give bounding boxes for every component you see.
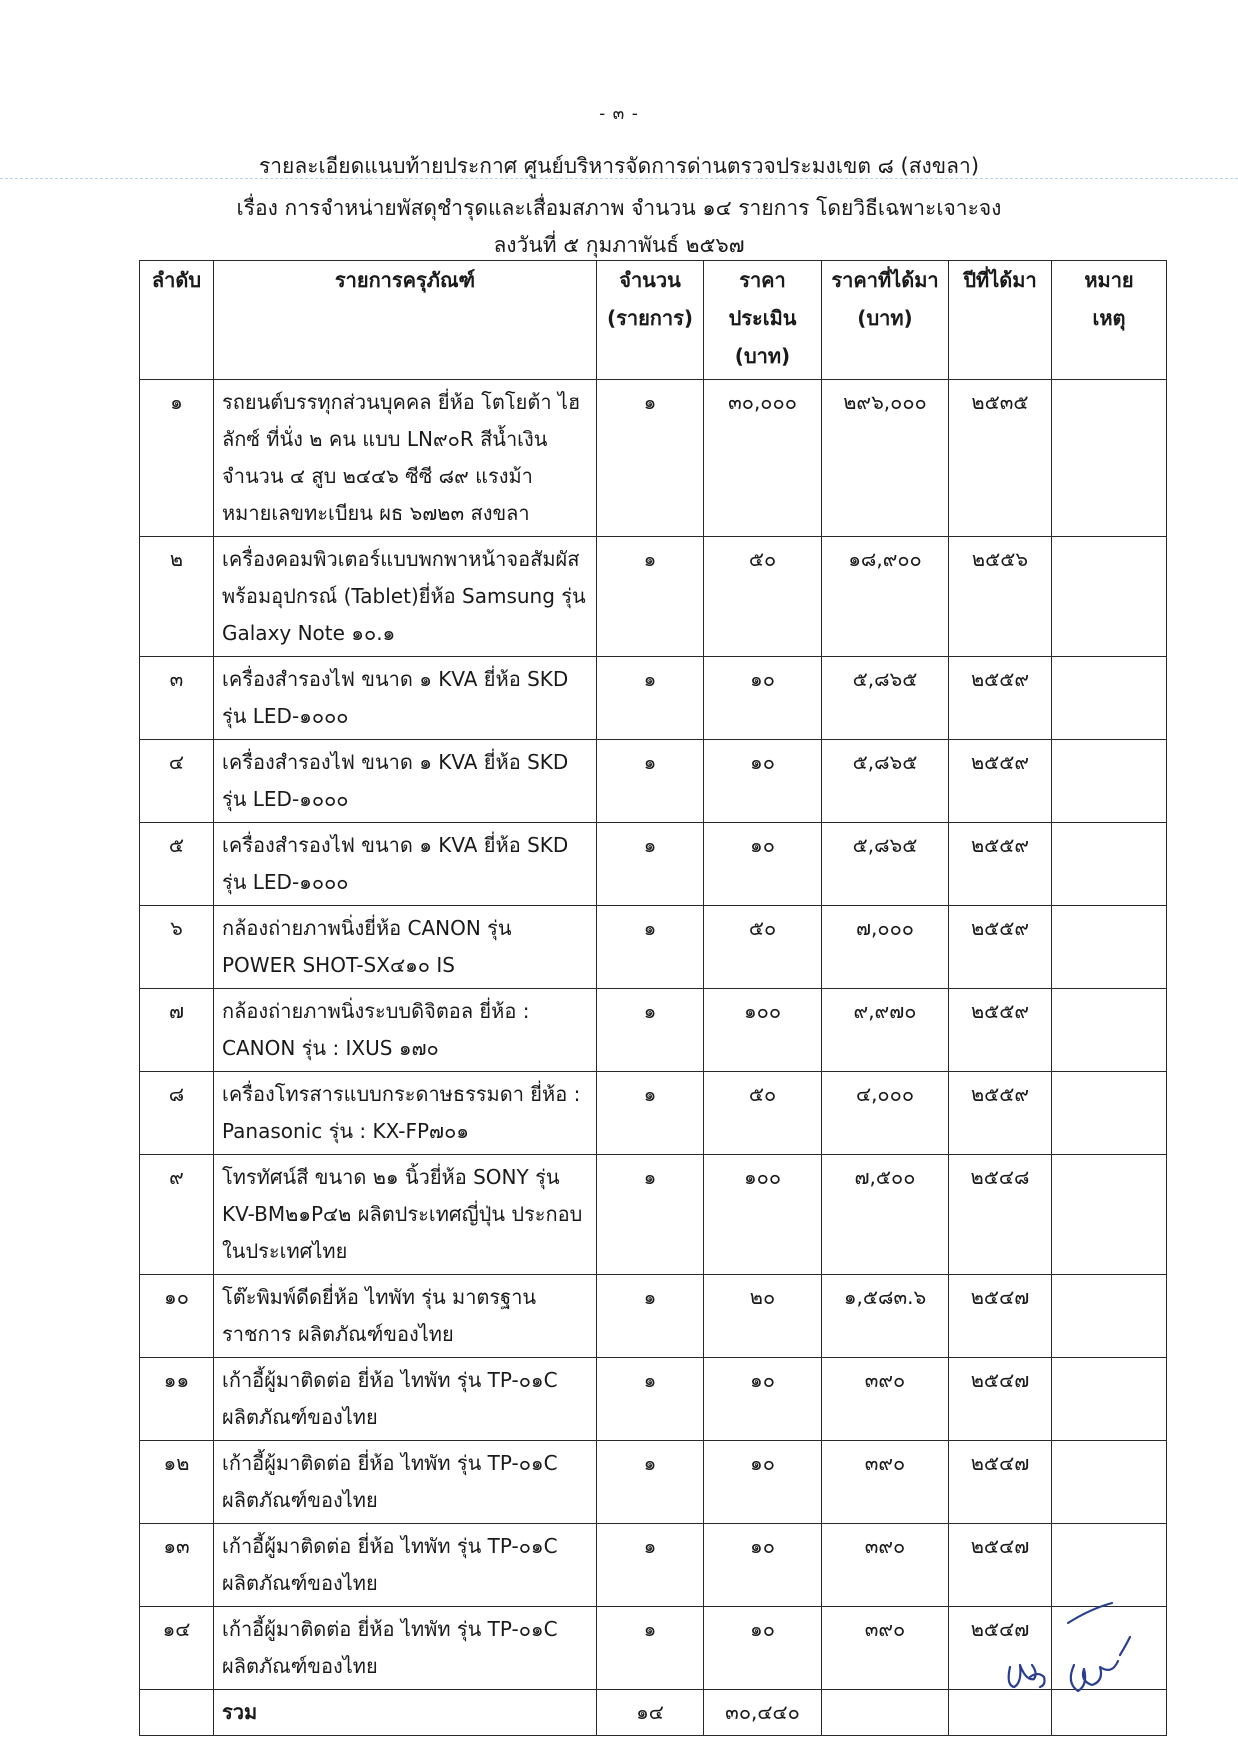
row-acquired-price: ๓๙๐	[822, 1358, 949, 1441]
row-no: ๙	[140, 1155, 214, 1275]
row-appraised-price: ๕๐	[704, 1072, 822, 1155]
header-acquired-price: ราคาที่ได้มา (บาท)	[822, 261, 949, 380]
row-acquired-price: ๙,๙๗๐	[822, 989, 949, 1072]
row-note	[1052, 1072, 1167, 1155]
row-acquired-year: ๒๕๔๗	[949, 1524, 1052, 1607]
row-appraised-price: ๑๐	[704, 823, 822, 906]
row-qty: ๑	[597, 1524, 704, 1607]
row-acquired-price: ๗,๐๐๐	[822, 906, 949, 989]
row-item-description: โทรทัศน์สี ขนาด ๒๑ นิ้วยี่ห้อ SONY รุ่น KV-BM๒๑P๔๒ ผลิตประเทศญี่ปุ่น ประกอบในประเทศไทย	[214, 1155, 597, 1275]
row-qty: ๑	[597, 1275, 704, 1358]
row-no: ๓	[140, 657, 214, 740]
row-appraised-price: ๓๐,๐๐๐	[704, 380, 822, 537]
row-acquired-year: ๒๕๔๗	[949, 1358, 1052, 1441]
row-acquired-price: ๔,๐๐๐	[822, 1072, 949, 1155]
row-appraised-price: ๒๐	[704, 1275, 822, 1358]
table-row	[140, 906, 1167, 989]
row-note	[1052, 989, 1167, 1072]
row-item-description: เครื่องสำรองไฟ ขนาด ๑ KVA ยี่ห้อ SKD รุ่น LED-๑๐๐๐	[214, 657, 597, 740]
total-empty-acq	[822, 1690, 949, 1736]
row-item-description: เก้าอี้ผู้มาติดต่อ ยี่ห้อ ไทพัท รุ่น TP-๐๑C ผลิตภัณฑ์ของไทย	[214, 1441, 597, 1524]
row-qty: ๑	[597, 989, 704, 1072]
row-no: ๑๒	[140, 1441, 214, 1524]
announcement-heading-line1: รายละเอียดแนบท้ายประกาศ ศูนย์บริหารจัดการด่านตรวจประมงเขต ๘ (สงขลา)	[258, 154, 980, 178]
row-acquired-year: ๒๕๕๙	[949, 1072, 1052, 1155]
row-item-description: กล้องถ่ายภาพนิ่งระบบดิจิตอล ยี่ห้อ : CANON รุ่น : IXUS ๑๗๐	[214, 989, 597, 1072]
table-row	[140, 657, 1167, 740]
row-item-description: เก้าอี้ผู้มาติดต่อ ยี่ห้อ ไทพัท รุ่น TP-๐๑C ผลิตภัณฑ์ของไทย	[214, 1607, 597, 1690]
announcement-date-line: ลงวันที่ ๕ กุมภาพันธ์ ๒๕๖๗	[493, 233, 745, 257]
header-item: รายการครุภัณฑ์	[214, 261, 597, 380]
row-note	[1052, 1358, 1167, 1441]
row-no: ๑๑	[140, 1358, 214, 1441]
row-appraised-price: ๑๐	[704, 1358, 822, 1441]
row-appraised-price: ๕๐	[704, 906, 822, 989]
row-acquired-price: ๑,๕๘๓.๖	[822, 1275, 949, 1358]
row-acquired-year: ๒๕๕๙	[949, 740, 1052, 823]
header-acquired-year: ปีที่ได้มา	[949, 261, 1052, 380]
table-row	[140, 537, 1167, 657]
total-empty-no	[140, 1690, 214, 1736]
row-note	[1052, 1275, 1167, 1358]
row-acquired-year: ๒๕๕๙	[949, 657, 1052, 740]
row-acquired-price: ๓๙๐	[822, 1441, 949, 1524]
row-note	[1052, 1155, 1167, 1275]
row-qty: ๑	[597, 657, 704, 740]
row-acquired-year: ๒๕๔๘	[949, 1155, 1052, 1275]
header-no: ลำดับ	[140, 261, 214, 380]
row-qty: ๑	[597, 1441, 704, 1524]
row-acquired-price: ๒๙๖,๐๐๐	[822, 380, 949, 537]
row-note	[1052, 906, 1167, 989]
table-body	[140, 380, 1167, 1690]
row-note	[1052, 823, 1167, 906]
row-acquired-price: ๑๘,๙๐๐	[822, 537, 949, 657]
row-no: ๑	[140, 380, 214, 537]
row-acquired-price: ๓๙๐	[822, 1607, 949, 1690]
row-item-description: เครื่องโทรสารแบบกระดาษธรรมดา ยี่ห้อ : Panasonic รุ่น : KX-FP๗๐๑	[214, 1072, 597, 1155]
header-appraised-price: ราคา ประเมิน (บาท)	[704, 261, 822, 380]
row-no: ๖	[140, 906, 214, 989]
row-no: ๕	[140, 823, 214, 906]
table-row	[140, 1275, 1167, 1358]
total-qty: ๑๔	[597, 1690, 704, 1736]
row-acquired-year: ๒๕๓๕	[949, 380, 1052, 537]
row-qty: ๑	[597, 906, 704, 989]
row-qty: ๑	[597, 1155, 704, 1275]
page-number: - ๓ -	[599, 104, 639, 124]
table-row	[140, 380, 1167, 537]
row-qty: ๑	[597, 1358, 704, 1441]
row-item-description: เครื่องคอมพิวเตอร์แบบพกพาหน้าจอสัมผัสพร้อมอุปกรณ์ (Tablet)ยี่ห้อ Samsung รุ่น Galaxy Note ๑๐.๑	[214, 537, 597, 657]
table-row	[140, 1155, 1167, 1275]
row-qty: ๑	[597, 740, 704, 823]
row-acquired-price: ๕,๘๖๕	[822, 657, 949, 740]
row-no: ๔	[140, 740, 214, 823]
row-appraised-price: ๑๐	[704, 1441, 822, 1524]
row-acquired-year: ๒๕๔๗	[949, 1607, 1052, 1690]
row-item-description: เครื่องสำรองไฟ ขนาด ๑ KVA ยี่ห้อ SKD รุ่น LED-๑๐๐๐	[214, 823, 597, 906]
row-note	[1052, 380, 1167, 537]
row-no: ๑๓	[140, 1524, 214, 1607]
row-item-description: เก้าอี้ผู้มาติดต่อ ยี่ห้อ ไทพัท รุ่น TP-๐๑C ผลิตภัณฑ์ของไทย	[214, 1524, 597, 1607]
row-qty: ๑	[597, 537, 704, 657]
table-row	[140, 740, 1167, 823]
row-no: ๗	[140, 989, 214, 1072]
row-item-description: เก้าอี้ผู้มาติดต่อ ยี่ห้อ ไทพัท รุ่น TP-๐๑C ผลิตภัณฑ์ของไทย	[214, 1358, 597, 1441]
row-item-description: รถยนต์บรรทุกส่วนบุคคล ยี่ห้อ โตโยต้า ไฮลักซ์ ที่นั่ง ๒ คน แบบ LN๙๐R สีน้ำเงิน จำนวน ๔ สูบ ๒๔๔๖ ซีซี ๘๙ แรงม้า หมายเลขทะเบียน ผธ ๖๗๒๓ สงขลา	[214, 380, 597, 537]
row-appraised-price: ๑๐๐	[704, 989, 822, 1072]
row-item-description: เครื่องสำรองไฟ ขนาด ๑ KVA ยี่ห้อ SKD รุ่น LED-๑๐๐๐	[214, 740, 597, 823]
row-no: ๑๐	[140, 1275, 214, 1358]
row-acquired-year: ๒๕๕๙	[949, 989, 1052, 1072]
table-row	[140, 1072, 1167, 1155]
row-acquired-year: ๒๕๕๙	[949, 906, 1052, 989]
row-note	[1052, 740, 1167, 823]
total-price: ๓๐,๔๔๐	[704, 1690, 822, 1736]
row-qty: ๑	[597, 1072, 704, 1155]
row-acquired-price: ๕,๘๖๕	[822, 823, 949, 906]
row-appraised-price: ๑๐	[704, 657, 822, 740]
row-acquired-year: ๒๕๔๗	[949, 1275, 1052, 1358]
row-qty: ๑	[597, 1607, 704, 1690]
disposal-items-table	[139, 260, 1167, 1736]
header-qty: จำนวน (รายการ)	[597, 261, 704, 380]
row-note	[1052, 657, 1167, 740]
table-header-row	[140, 261, 1167, 380]
row-no: ๑๔	[140, 1607, 214, 1690]
row-no: ๒	[140, 537, 214, 657]
table-row	[140, 1358, 1167, 1441]
row-qty: ๑	[597, 380, 704, 537]
row-appraised-price: ๑๐๐	[704, 1155, 822, 1275]
table-row	[140, 823, 1167, 906]
row-appraised-price: ๕๐	[704, 537, 822, 657]
row-appraised-price: ๑๐	[704, 740, 822, 823]
row-acquired-year: ๒๕๕๙	[949, 823, 1052, 906]
row-note	[1052, 1441, 1167, 1524]
row-item-description: โต๊ะพิมพ์ดีดยี่ห้อ ไทพัท รุ่น มาตรฐาน ราชการ ผลิตภัณฑ์ของไทย	[214, 1275, 597, 1358]
announcement-heading-line2: เรื่อง การจำหน่ายพัสดุชำรุดและเสื่อมสภาพ จำนวน ๑๔ รายการ โดยวิธีเฉพาะเจาะจง	[236, 196, 1002, 220]
row-appraised-price: ๑๐	[704, 1607, 822, 1690]
row-acquired-year: ๒๕๔๗	[949, 1441, 1052, 1524]
row-no: ๘	[140, 1072, 214, 1155]
table-row	[140, 989, 1167, 1072]
header-note: หมาย เหตุ	[1052, 261, 1167, 380]
row-acquired-price: ๗,๕๐๐	[822, 1155, 949, 1275]
row-note	[1052, 537, 1167, 657]
row-qty: ๑	[597, 823, 704, 906]
table-row	[140, 1441, 1167, 1524]
row-acquired-price: ๕,๘๖๕	[822, 740, 949, 823]
total-label: รวม	[214, 1690, 597, 1736]
row-item-description: กล้องถ่ายภาพนิ่งยี่ห้อ CANON รุ่น POWER SHOT-SX๔๑๐ IS	[214, 906, 597, 989]
row-appraised-price: ๑๐	[704, 1524, 822, 1607]
row-acquired-year: ๒๕๕๖	[949, 537, 1052, 657]
row-acquired-price: ๓๙๐	[822, 1524, 949, 1607]
handwritten-signature	[1000, 1595, 1180, 1705]
